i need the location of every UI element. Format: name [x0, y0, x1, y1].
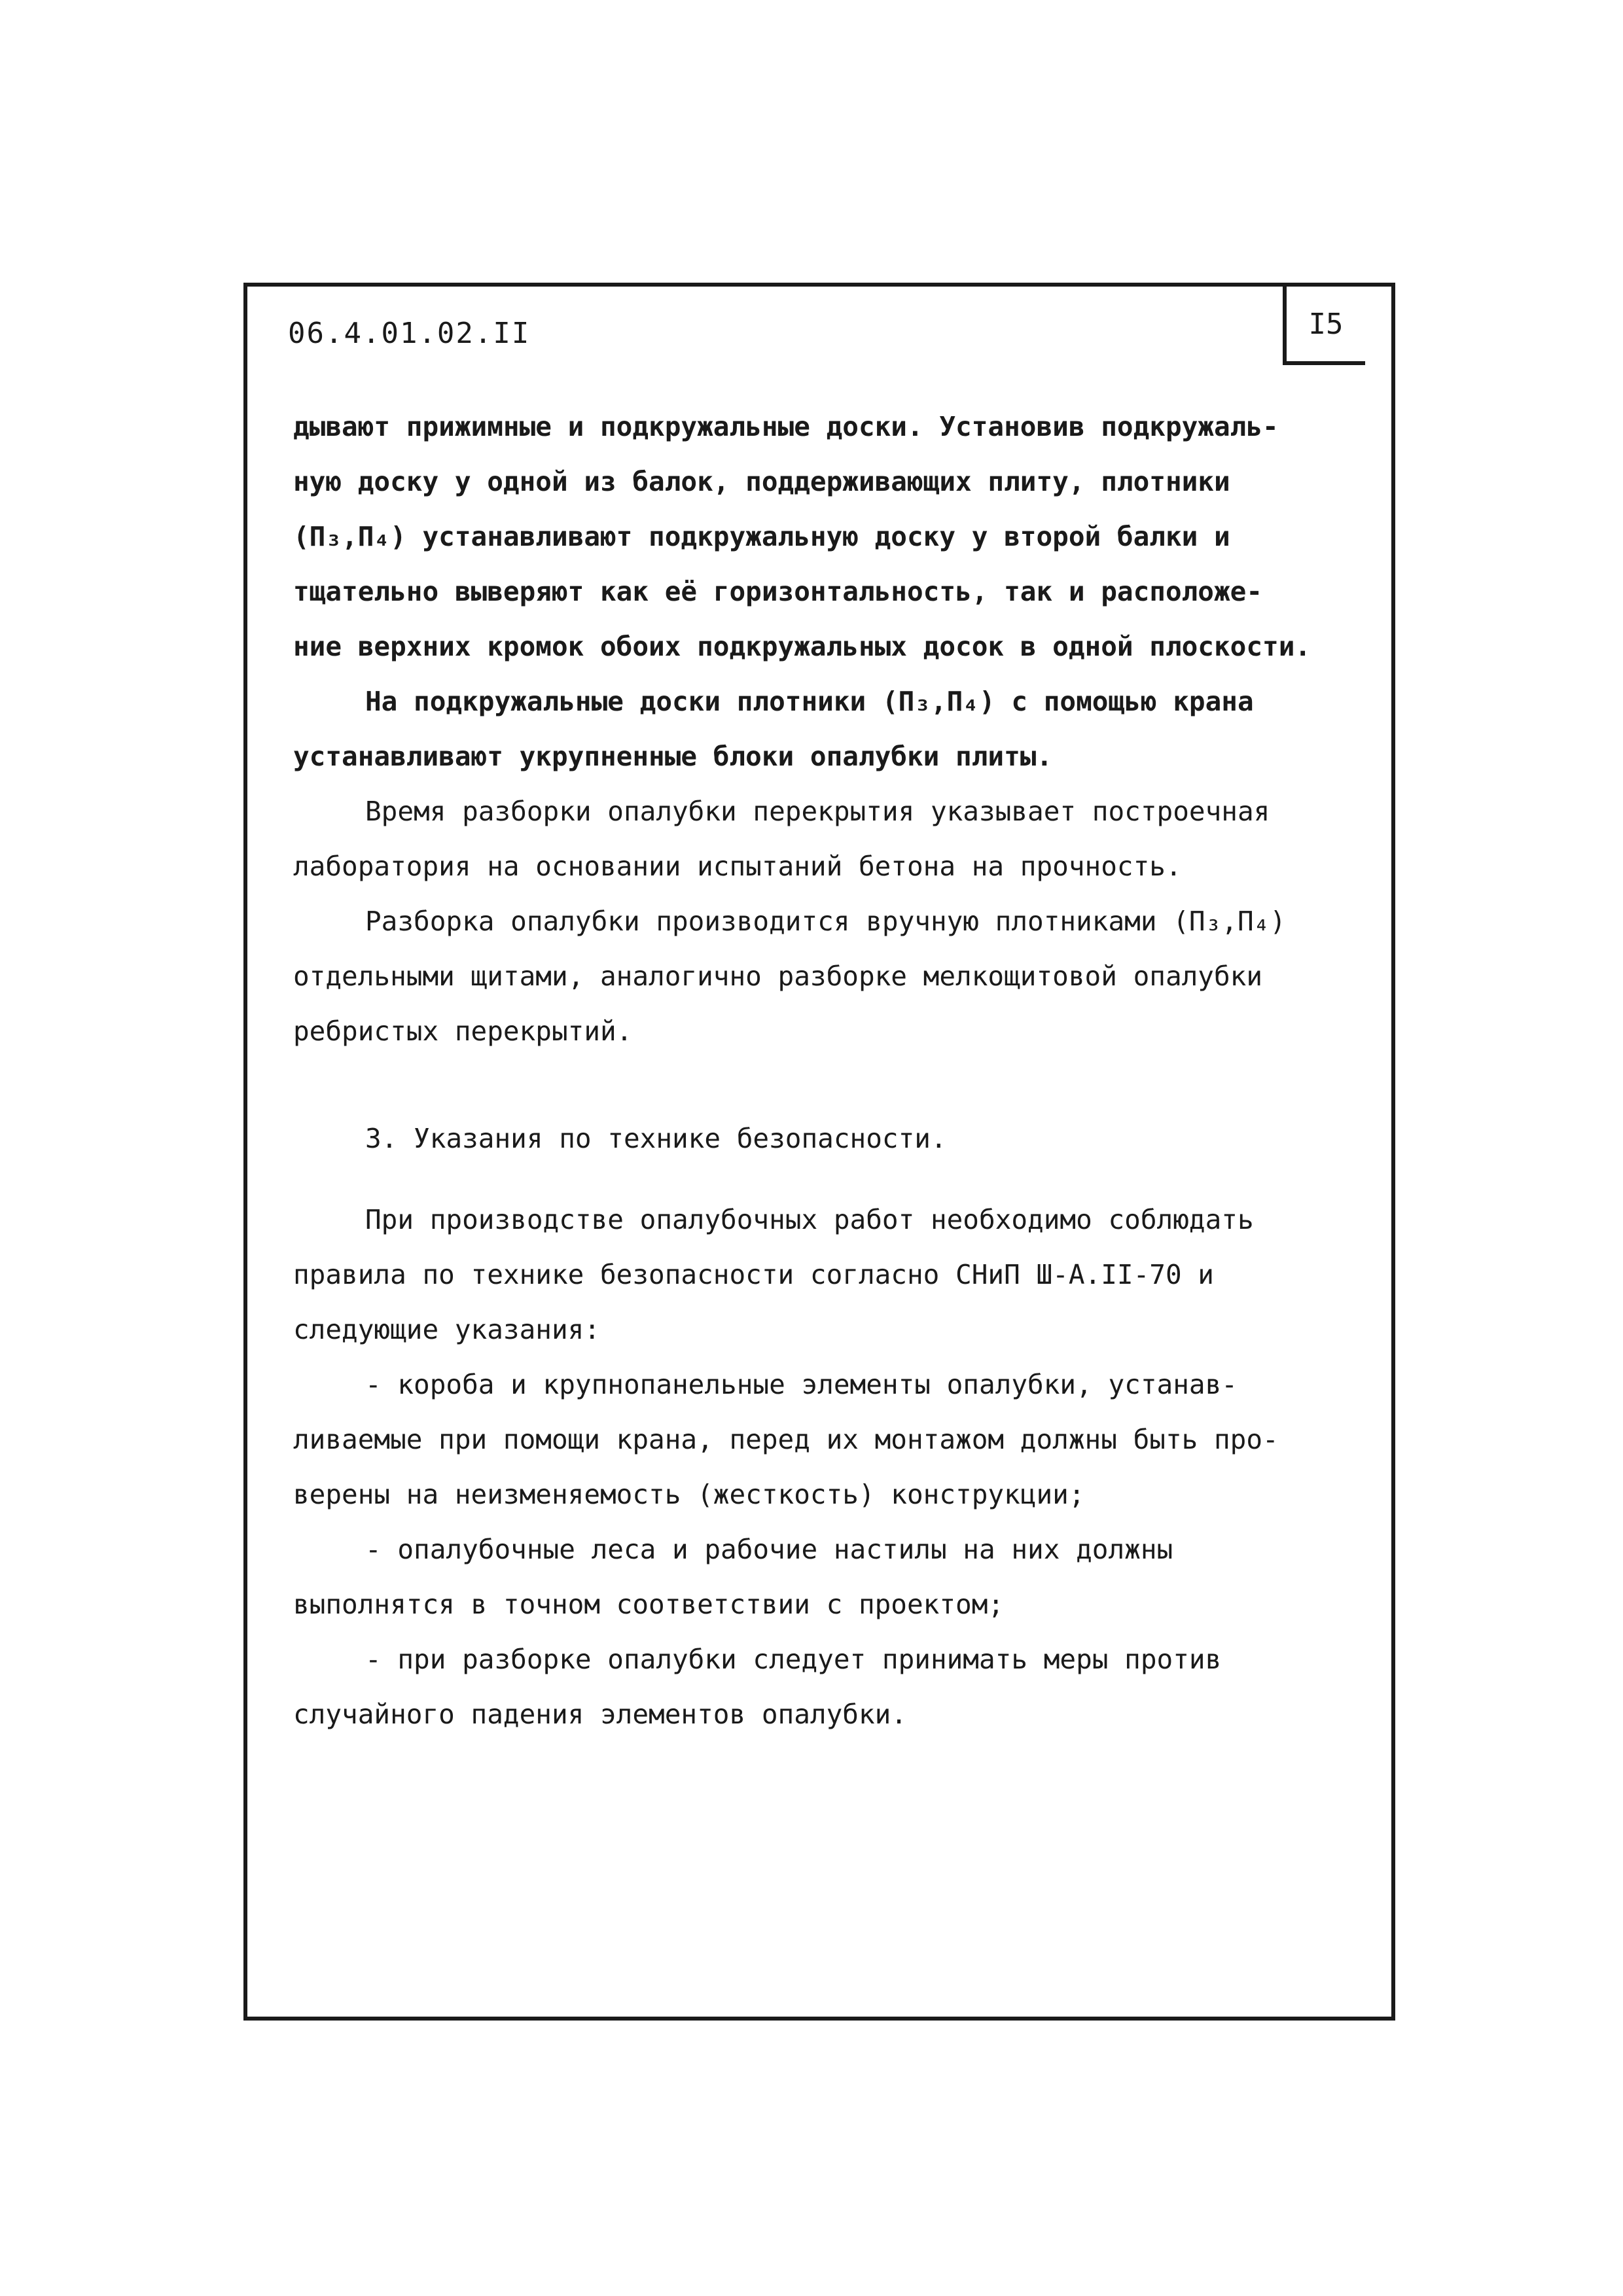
text-line: Время разборки опалубки перекрытия указывает построечная: [365, 796, 1270, 827]
text-line: При производстве опалубочных работ необходимо соблюдать: [365, 1204, 1254, 1235]
text-line: ную доску у одной из балок, поддерживающих плиту, плотники: [293, 466, 1230, 497]
section-3: [293, 1111, 1366, 1742]
text-line: - при разборке опалубки следует принимать меры против: [365, 1644, 1222, 1675]
spacer: [293, 1166, 1366, 1192]
safety-item-1: [293, 1357, 1366, 1522]
section-3-intro: [293, 1192, 1366, 1357]
paragraph-4: [293, 894, 1366, 1059]
text-line: выполнятся в точном соответствии с проектом;: [293, 1589, 1005, 1620]
section-heading: 3. Указания по технике безопасности.: [365, 1123, 947, 1154]
text-line: лаборатория на основании испытаний бетона на прочность.: [293, 851, 1182, 882]
page-number-text: I5: [1308, 307, 1344, 341]
text-line: тщательно выверяют как её горизонтальность, так и расположе-: [293, 576, 1263, 607]
text-line: следующие указания:: [293, 1314, 600, 1345]
text-line: отдельными щитами, аналогично разборке мелкощитовой опалубки: [293, 961, 1263, 992]
text-line: ребристых перекрытий.: [293, 1016, 633, 1047]
document-code: 06.4.01.02.II: [288, 317, 531, 350]
text-line: ние верхних кромок обоих подкружальных досок в одной плоскости.: [293, 631, 1311, 662]
paragraph-2: [293, 674, 1366, 784]
paragraph-1: [293, 399, 1366, 674]
text-line: - короба и крупнопанельные элементы опалубки, устанав-: [365, 1369, 1238, 1400]
spacer: [293, 1059, 1366, 1111]
document-body: [293, 399, 1366, 1742]
text-line: верены на неизменяемость (жесткость) конструкции;: [293, 1479, 1085, 1510]
text-line: правила по технике безопасности согласно СНиП Ш-А.II-70 и: [293, 1259, 1214, 1290]
safety-item-3: [293, 1632, 1366, 1742]
text-line: - опалубочные леса и рабочие настилы на них должны: [365, 1534, 1173, 1565]
text-line: дывают прижимные и подкружальные доски. Установив подкружаль-: [293, 411, 1279, 442]
text-line: Разборка опалубки производится вручную плотниками (П₃,П₄): [365, 906, 1286, 937]
text-line: (П₃,П₄) устанавливают подкружальную доску у второй балки и: [293, 521, 1230, 552]
paragraph-3: [293, 784, 1366, 894]
safety-item-2: [293, 1522, 1366, 1632]
text-line: случайного падения элементов опалубки.: [293, 1699, 907, 1730]
text-line: На подкружальные доски плотники (П₃,П₄) с помощью крана: [365, 686, 1254, 717]
text-line: устанавливают укрупненные блоки опалубки плиты.: [293, 741, 1053, 772]
page-number: [1283, 287, 1365, 365]
text-line: ливаемые при помощи крана, перед их монтажом должны быть про-: [293, 1424, 1279, 1455]
